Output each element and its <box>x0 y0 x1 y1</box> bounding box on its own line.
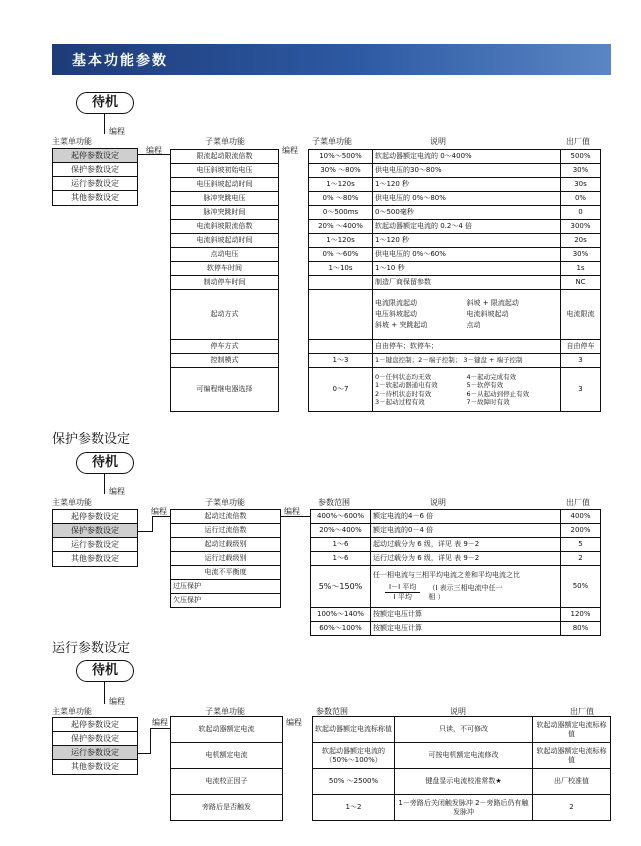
cell: 120% <box>561 608 601 622</box>
cell: 起动过载分为 6 级，详见 表 9－2 <box>371 538 561 552</box>
cell: 控制模式 <box>171 354 279 368</box>
sub-menu-header: 子菜单功能 <box>205 707 245 716</box>
connector <box>150 728 151 754</box>
cell: 供电电压的30～80% <box>373 164 561 178</box>
spacer <box>279 192 309 206</box>
cell: 3 <box>561 368 601 412</box>
option: 0－任何状态均无效 <box>375 372 432 381</box>
table-row <box>171 769 611 795</box>
spacer <box>279 276 309 290</box>
cell: 软起动器额定电流的（50%～100%） <box>313 743 395 769</box>
menu-item-other[interactable]: 其他参数设定 <box>71 554 119 563</box>
table-row <box>171 276 601 290</box>
spacer <box>279 248 309 262</box>
spacer <box>279 178 309 192</box>
cell: 欠压保护 <box>171 594 281 608</box>
cell: 按额定电压计算 <box>371 622 561 636</box>
spacer <box>281 538 311 552</box>
spacer <box>171 622 281 636</box>
program-label: 编程 <box>146 146 162 155</box>
cell: 旁路后是否触发 <box>171 795 283 821</box>
cell: 30% ～80% <box>309 164 373 178</box>
cell: 运行过载级别 <box>171 552 281 566</box>
program-label: 编程 <box>286 718 302 727</box>
cell: 20s <box>561 234 601 248</box>
table-row <box>171 717 611 743</box>
menu-item-protection[interactable]: 保护参数设定 <box>53 732 137 746</box>
start-mode-options <box>373 290 561 340</box>
run-section-title: 运行参数设定 <box>52 641 131 656</box>
cell <box>309 290 373 340</box>
cell: 可编程继电器选择 <box>171 368 279 412</box>
table-row <box>171 262 601 276</box>
table-row <box>171 566 601 580</box>
spacer <box>279 150 309 164</box>
cell <box>309 340 373 354</box>
spacer <box>283 769 313 795</box>
spacer <box>279 354 309 368</box>
menu-item-start-stop[interactable]: 起停参数设定 <box>53 718 137 732</box>
cell: 1～10s <box>309 262 373 276</box>
cell: 400% <box>561 510 601 524</box>
cell: 0～500毫秒 <box>373 206 561 220</box>
cell: 出厂校准值 <box>533 769 611 795</box>
cell: 50% ～2500% <box>313 769 395 795</box>
spacer <box>283 795 313 821</box>
table-row <box>171 220 601 234</box>
formula-denominator: I 平均 <box>393 593 412 601</box>
range-header: 参数范围 <box>316 707 348 716</box>
program-label: 编程 <box>282 146 298 155</box>
cell: 300% <box>561 220 601 234</box>
table-row <box>171 354 601 368</box>
spacer <box>281 510 311 524</box>
connector <box>138 531 152 532</box>
protection-section-title: 保护参数设定 <box>52 432 131 447</box>
range-header: 子菜单功能 <box>312 137 352 146</box>
program-label: 编程 <box>152 718 168 727</box>
cell: 5 <box>561 538 601 552</box>
main-menu <box>52 717 138 775</box>
cell: 软起动器额定电流的 0～400% <box>373 150 561 164</box>
table-row <box>171 622 601 636</box>
connector <box>138 753 150 754</box>
cell: 额定电流的0－4 倍 <box>371 524 561 538</box>
connector <box>104 682 105 704</box>
cell: 0% ～80% <box>309 192 373 206</box>
cell: 供电电压的 0%～80% <box>373 192 561 206</box>
menu-item-protection[interactable]: 保护参数设定 <box>53 524 137 538</box>
cell: 100%～140% <box>311 608 371 622</box>
table-row <box>171 164 601 178</box>
cell: 过压保护 <box>171 580 281 594</box>
cell: 1～10 秒 <box>373 262 561 276</box>
cell <box>309 276 373 290</box>
main-menu <box>52 148 138 206</box>
cell: NC <box>561 276 601 290</box>
cell: 80% <box>561 622 601 636</box>
table-row <box>171 248 601 262</box>
option: 电流斜坡起动 <box>466 310 509 318</box>
option: 斜坡 + 突跳起动 <box>375 321 428 329</box>
connector <box>150 728 170 729</box>
spacer <box>283 743 313 769</box>
spacer <box>279 262 309 276</box>
table-row <box>171 340 601 354</box>
standby-box: 待机 <box>76 660 134 682</box>
spacer <box>279 234 309 248</box>
table-row <box>171 234 601 248</box>
cell: 1～120s <box>309 234 373 248</box>
cell: 额定电流的4－6 倍 <box>371 510 561 524</box>
note-text: 任一相电流与三相平均电流之差和平均电流之比 <box>373 571 520 579</box>
cell: 按额定电压计算 <box>371 608 561 622</box>
table-row <box>171 608 601 622</box>
cell: 停车方式 <box>171 340 279 354</box>
cell: 500% <box>561 150 601 164</box>
cell: 1－旁路后关闭触发脉冲 2－旁路后仍有触发脉冲 <box>395 795 533 821</box>
cell: 30s <box>561 178 601 192</box>
main-menu-header: 主菜单功能 <box>52 707 92 716</box>
table-row <box>171 538 601 552</box>
sub-menu-header: 子菜单功能 <box>205 137 245 146</box>
cell: 运行过载分为 6 级，详见 表 9－2 <box>371 552 561 566</box>
option: 点动 <box>466 321 481 329</box>
cell: 起动过流倍数 <box>171 510 281 524</box>
cell: 点动电压 <box>171 248 279 262</box>
cell: 自由停车；软停车； <box>373 340 561 354</box>
cell: 电压斜坡初始电压 <box>171 164 279 178</box>
cell: 只读，不可修改 <box>395 717 533 743</box>
cell: 0～500ms <box>309 206 373 220</box>
option: 1－软起动器通电有效 <box>375 381 438 389</box>
cell: 2 <box>561 552 601 566</box>
spacer <box>281 566 311 580</box>
option: 斜坡 + 限流起动 <box>466 299 519 307</box>
spacer <box>281 594 311 608</box>
cell: 软停车时间 <box>171 262 279 276</box>
cell: 电流斜坡起动时间 <box>171 234 279 248</box>
cell: 20% ～400% <box>309 220 373 234</box>
connector <box>104 474 105 494</box>
table-row <box>171 552 601 566</box>
spacer <box>281 524 311 538</box>
cell: 1～2 <box>313 795 395 821</box>
spacer <box>171 608 281 622</box>
main-menu <box>52 509 138 567</box>
spacer <box>283 717 313 743</box>
connector <box>152 516 153 532</box>
cell: 电机额定电流 <box>171 743 283 769</box>
cell: 1～120s <box>309 178 373 192</box>
cell: 自由停车 <box>561 340 601 354</box>
cell: 10%～500% <box>309 150 373 164</box>
main-menu-header: 主菜单功能 <box>52 498 92 507</box>
cell: 制动停车时间 <box>171 276 279 290</box>
table-row <box>171 178 601 192</box>
spacer <box>279 164 309 178</box>
cell: 0～7 <box>309 368 373 412</box>
cell: 起动过载级别 <box>171 538 281 552</box>
start-stop-table <box>170 149 601 412</box>
cell: 0% <box>561 192 601 206</box>
spacer <box>281 580 311 594</box>
cell: 200% <box>561 524 601 538</box>
cell: 60%～100% <box>311 622 371 636</box>
cell: 运行过流倍数 <box>171 524 281 538</box>
unbalance-note <box>371 566 561 608</box>
table-row <box>171 192 601 206</box>
standby-box: 待机 <box>76 452 134 474</box>
option: 6－从起动到停止有效 <box>466 389 530 398</box>
cell: 1～3 <box>309 354 373 368</box>
range-header: 参数范围 <box>318 498 350 507</box>
cell: 0% ～60% <box>309 248 373 262</box>
table-row <box>171 795 611 821</box>
option: 5－软停有效 <box>466 381 504 389</box>
cell: 2 <box>533 795 611 821</box>
cell: 键盘显示电流校准常数★ <box>395 769 533 795</box>
cell: 1～120 秒 <box>373 178 561 192</box>
menu-item-start-stop[interactable]: 起停参数设定 <box>53 510 137 524</box>
cell: 电流斜坡限流倍数 <box>171 220 279 234</box>
cell: 制造厂商保留参数 <box>373 276 561 290</box>
formula-note: （I 表示三相电流中任一相 ） <box>428 583 503 601</box>
spacer <box>279 340 309 354</box>
cell: 1～120 秒 <box>373 234 561 248</box>
cell: 1s <box>561 262 601 276</box>
cell: 1～6 <box>311 538 371 552</box>
cell: 电流限流 <box>561 290 601 340</box>
protection-table <box>170 509 601 636</box>
cell: 30% <box>561 248 601 262</box>
program-label: 编程 <box>109 487 125 496</box>
cell: 软起动器额定电流的 0.2～4 倍 <box>373 220 561 234</box>
menu-item-start-stop[interactable]: 起停参数设定 <box>53 149 137 163</box>
cell: 脉冲突跳时间 <box>171 206 279 220</box>
table-row <box>171 368 601 412</box>
factory-header: 出厂值 <box>566 137 590 146</box>
cell: 脉冲突跳电压 <box>171 192 279 206</box>
cell: 20%～400% <box>311 524 371 538</box>
option: 7－故障时有效 <box>466 398 510 406</box>
spacer <box>279 220 309 234</box>
standby-box: 待机 <box>76 92 134 114</box>
cell: 400%～600% <box>311 510 371 524</box>
cell: 软起动器额定电流标称值 <box>533 717 611 743</box>
run-table <box>170 716 611 821</box>
spacer <box>279 290 309 340</box>
spacer <box>279 206 309 220</box>
table-row <box>171 206 601 220</box>
spacer <box>279 368 309 412</box>
cell: 5%～150% <box>311 566 371 608</box>
factory-header: 出厂值 <box>570 707 594 716</box>
cell: 软起动器额定电流标称值 <box>533 743 611 769</box>
note-header: 说明 <box>430 137 446 146</box>
menu-item-run[interactable]: 运行参数设定 <box>53 177 137 191</box>
menu-item-other[interactable]: 其他参数设定 <box>71 193 119 202</box>
cell: 供电电压的 0%～60% <box>373 248 561 262</box>
program-label: 编程 <box>151 507 167 516</box>
cell: 3 <box>561 354 601 368</box>
program-label: 编程 <box>109 127 125 136</box>
relay-options <box>373 368 561 412</box>
sub-menu-header: 子菜单功能 <box>205 498 245 507</box>
main-menu-header: 主菜单功能 <box>52 137 92 146</box>
table-row <box>171 524 601 538</box>
option: 电流限流起动 <box>375 299 417 307</box>
cell: 30% <box>561 164 601 178</box>
menu-item-other[interactable]: 其他参数设定 <box>71 762 119 771</box>
page-title: 基本功能参数 <box>72 53 168 69</box>
table-row <box>171 150 601 164</box>
cell: 电流不平衡度 <box>171 566 281 580</box>
note-header: 说明 <box>430 498 446 507</box>
menu-item-protection[interactable]: 保护参数设定 <box>53 163 137 177</box>
table-row <box>171 290 601 340</box>
formula-numerator: I－I 平均 <box>385 583 420 593</box>
table-row <box>171 510 601 524</box>
option: 电压斜坡起动 <box>375 310 417 318</box>
table-row <box>171 743 611 769</box>
cell: 电压斜坡起动时间 <box>171 178 279 192</box>
cell: 50% <box>561 566 601 608</box>
option: 3－起动过程有效 <box>375 398 425 406</box>
cell: 0 <box>561 206 601 220</box>
cell: 可按电机额定电流修改 <box>395 743 533 769</box>
program-label: 编程 <box>109 697 125 706</box>
cell: 1～6 <box>311 552 371 566</box>
program-label: 编程 <box>284 507 300 516</box>
option: 4－起动完成有效 <box>466 372 517 381</box>
option: 2－待机状态时有效 <box>375 389 432 398</box>
cell: 软起动器额定电流 <box>171 717 283 743</box>
menu-item-run[interactable]: 运行参数设定 <box>53 746 137 760</box>
factory-header: 出厂值 <box>566 498 590 507</box>
cell: 软起动器额定电流标称值 <box>313 717 395 743</box>
spacer <box>281 608 311 622</box>
spacer <box>281 622 311 636</box>
menu-item-run[interactable]: 运行参数设定 <box>53 538 137 552</box>
connector <box>104 114 105 134</box>
cell: 起动方式 <box>171 290 279 340</box>
cell: 1－键盘控制；2－端子控制； 3－键盘 + 端子控制 <box>373 354 561 368</box>
spacer <box>281 552 311 566</box>
note-header: 说明 <box>450 707 466 716</box>
cell: 限流起动限流倍数 <box>171 150 279 164</box>
cell: 电流校正因子 <box>171 769 283 795</box>
